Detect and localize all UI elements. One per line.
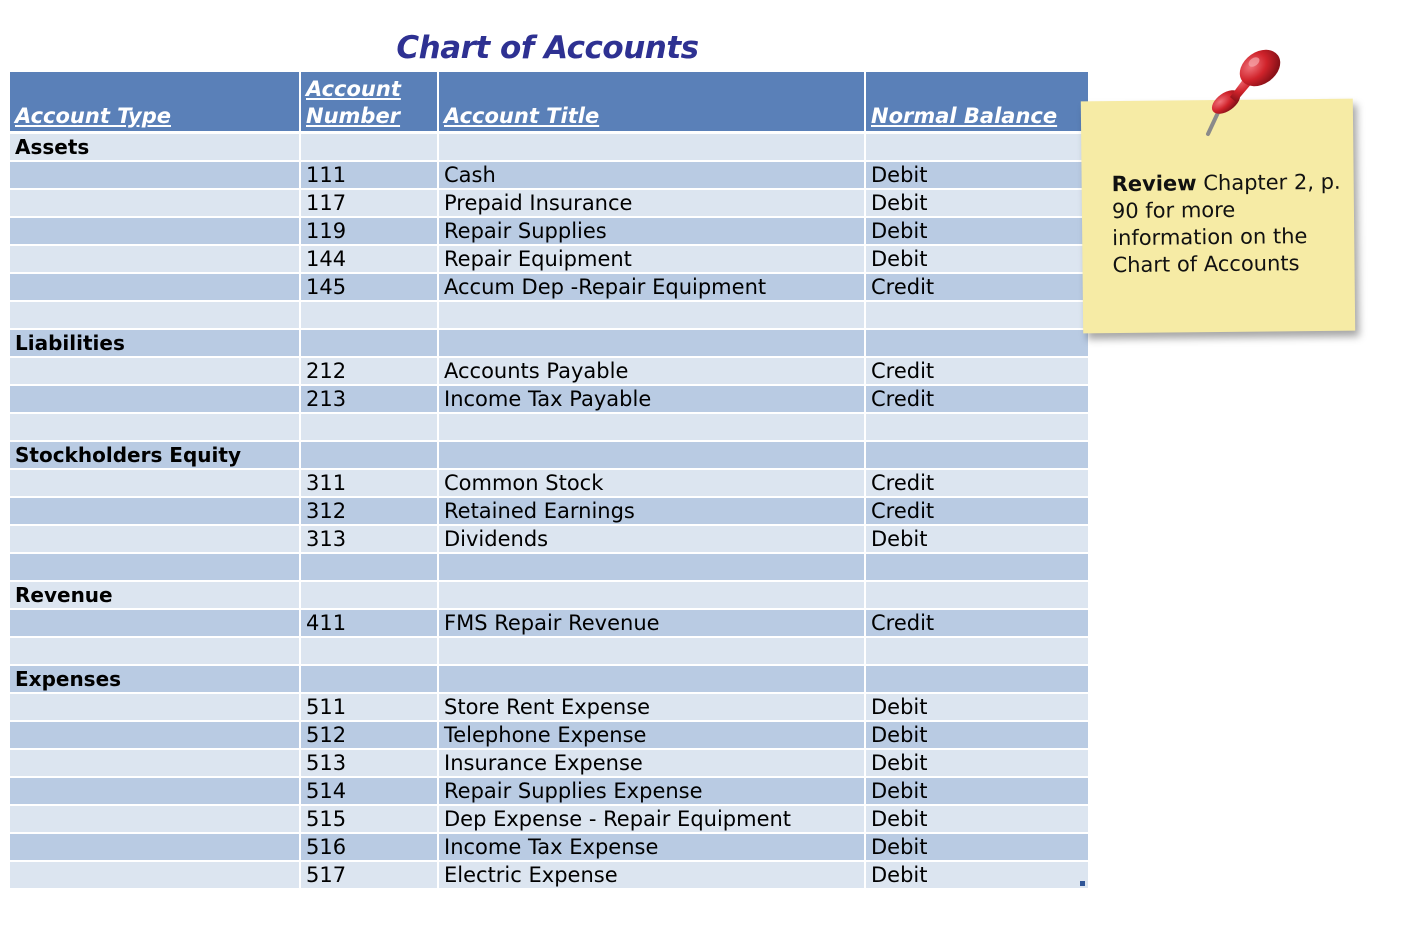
account-type-cell [10,806,301,834]
section-label: Expenses [10,666,301,694]
account-number-cell: 313 [301,526,439,554]
section-label: Assets [10,134,301,162]
account-number-cell: 515 [301,806,439,834]
table-row [10,862,1088,890]
account-title-cell: Accounts Payable [439,358,866,386]
normal-balance-cell: Credit [866,470,1088,498]
table-row [10,190,1088,218]
section-row [10,666,1088,694]
table-row [10,274,1088,302]
account-number-cell: 117 [301,190,439,218]
account-type-cell [10,498,301,526]
account-title-cell [439,638,866,666]
account-number-cell [301,442,439,470]
account-number-cell [301,414,439,442]
table-row [10,778,1088,806]
account-title-cell: Income Tax Payable [439,386,866,414]
account-type-cell [10,246,301,274]
note-body: Chapter 2, p. 90 for more information on the Chart of Accounts [1111,169,1341,278]
normal-balance-cell [866,554,1088,582]
normal-balance-cell: Debit [866,190,1088,218]
section-row [10,134,1088,162]
account-number-cell [301,666,439,694]
normal-balance-cell [866,666,1088,694]
section-label: Revenue [10,582,301,610]
header-normal-balance: Normal Balance [866,72,1088,134]
account-title-cell: FMS Repair Revenue [439,610,866,638]
normal-balance-cell: Debit [866,246,1088,274]
account-number-cell: 144 [301,246,439,274]
normal-balance-cell: Credit [866,358,1088,386]
table-row [10,722,1088,750]
header-account-title: Account Title [439,72,866,134]
account-type-cell [10,218,301,246]
account-number-cell [301,302,439,330]
normal-balance-cell: Debit [866,162,1088,190]
account-type-cell [10,750,301,778]
account-number-cell: 145 [301,274,439,302]
account-title-cell: Electric Expense [439,862,866,890]
header-account-number: Account Number [301,72,439,134]
account-title-cell [439,442,866,470]
table-row [10,806,1088,834]
account-type-cell [10,414,301,442]
account-type-cell [10,862,301,890]
account-title-cell: Accum Dep -Repair Equipment [439,274,866,302]
account-number-cell: 517 [301,862,439,890]
table-row [10,218,1088,246]
resize-handle [1080,881,1085,886]
account-type-cell [10,610,301,638]
account-number-cell: 513 [301,750,439,778]
account-title-cell: Dividends [439,526,866,554]
account-title-cell: Prepaid Insurance [439,190,866,218]
account-type-cell [10,162,301,190]
account-number-cell: 312 [301,498,439,526]
normal-balance-cell: Debit [866,862,1088,890]
blank-row [10,638,1088,666]
header-account-type: Account Type [10,72,301,134]
table-row [10,750,1088,778]
account-number-cell: 213 [301,386,439,414]
account-title-cell [439,582,866,610]
normal-balance-cell [866,638,1088,666]
page-title: Chart of Accounts [396,30,699,66]
section-row [10,330,1088,358]
table-row [10,246,1088,274]
normal-balance-cell: Debit [866,722,1088,750]
table-row [10,470,1088,498]
normal-balance-cell: Credit [866,274,1088,302]
table-row [10,610,1088,638]
accounts-table [10,72,1088,890]
normal-balance-cell: Credit [866,610,1088,638]
sticky-note-text [1112,169,1345,279]
account-number-cell: 212 [301,358,439,386]
table-row [10,498,1088,526]
account-number-cell [301,554,439,582]
account-type-cell [10,302,301,330]
normal-balance-cell: Debit [866,778,1088,806]
normal-balance-cell [866,134,1088,162]
account-type-cell [10,386,301,414]
account-title-cell [439,414,866,442]
blank-row [10,554,1088,582]
account-number-cell: 511 [301,694,439,722]
normal-balance-cell: Credit [866,386,1088,414]
account-number-cell: 514 [301,778,439,806]
section-row [10,582,1088,610]
table-row [10,526,1088,554]
table-row [10,358,1088,386]
account-title-cell [439,302,866,330]
normal-balance-cell: Debit [866,218,1088,246]
account-title-cell [439,666,866,694]
section-label: Stockholders Equity [10,442,301,470]
blank-row [10,414,1088,442]
section-row [10,442,1088,470]
account-title-cell [439,134,866,162]
account-type-cell [10,554,301,582]
account-title-cell: Repair Supplies Expense [439,778,866,806]
account-number-cell: 411 [301,610,439,638]
account-type-cell [10,358,301,386]
account-title-cell: Retained Earnings [439,498,866,526]
normal-balance-cell: Debit [866,750,1088,778]
account-title-cell: Dep Expense - Repair Equipment [439,806,866,834]
normal-balance-cell [866,442,1088,470]
account-number-cell [301,134,439,162]
account-type-cell [10,190,301,218]
account-number-cell: 311 [301,470,439,498]
normal-balance-cell: Debit [866,834,1088,862]
account-type-cell [10,694,301,722]
account-number-cell: 516 [301,834,439,862]
account-title-cell: Common Stock [439,470,866,498]
account-type-cell [10,722,301,750]
normal-balance-cell: Debit [866,694,1088,722]
normal-balance-cell: Debit [866,526,1088,554]
account-number-cell: 111 [301,162,439,190]
normal-balance-cell: Credit [866,498,1088,526]
account-type-cell [10,638,301,666]
section-label: Liabilities [10,330,301,358]
account-title-cell: Telephone Expense [439,722,866,750]
account-title-cell: Repair Equipment [439,246,866,274]
account-title-cell: Insurance Expense [439,750,866,778]
blank-row [10,302,1088,330]
account-title-cell: Repair Supplies [439,218,866,246]
account-number-cell: 512 [301,722,439,750]
account-title-cell: Store Rent Expense [439,694,866,722]
normal-balance-cell [866,302,1088,330]
account-title-cell: Cash [439,162,866,190]
table-body [10,134,1088,890]
pushpin-icon [1192,42,1292,142]
account-type-cell [10,274,301,302]
table-row [10,162,1088,190]
account-title-cell: Income Tax Expense [439,834,866,862]
account-title-cell [439,554,866,582]
table-row [10,834,1088,862]
table-header [10,72,1088,134]
account-type-cell [10,834,301,862]
account-number-cell: 119 [301,218,439,246]
account-type-cell [10,778,301,806]
normal-balance-cell [866,330,1088,358]
account-type-cell [10,470,301,498]
account-type-cell [10,526,301,554]
normal-balance-cell [866,414,1088,442]
account-number-cell [301,330,439,358]
normal-balance-cell [866,582,1088,610]
normal-balance-cell: Debit [866,806,1088,834]
table-row [10,386,1088,414]
account-number-cell [301,582,439,610]
account-title-cell [439,330,866,358]
table-row [10,694,1088,722]
account-number-cell [301,638,439,666]
note-bold-label: Review [1111,171,1197,197]
